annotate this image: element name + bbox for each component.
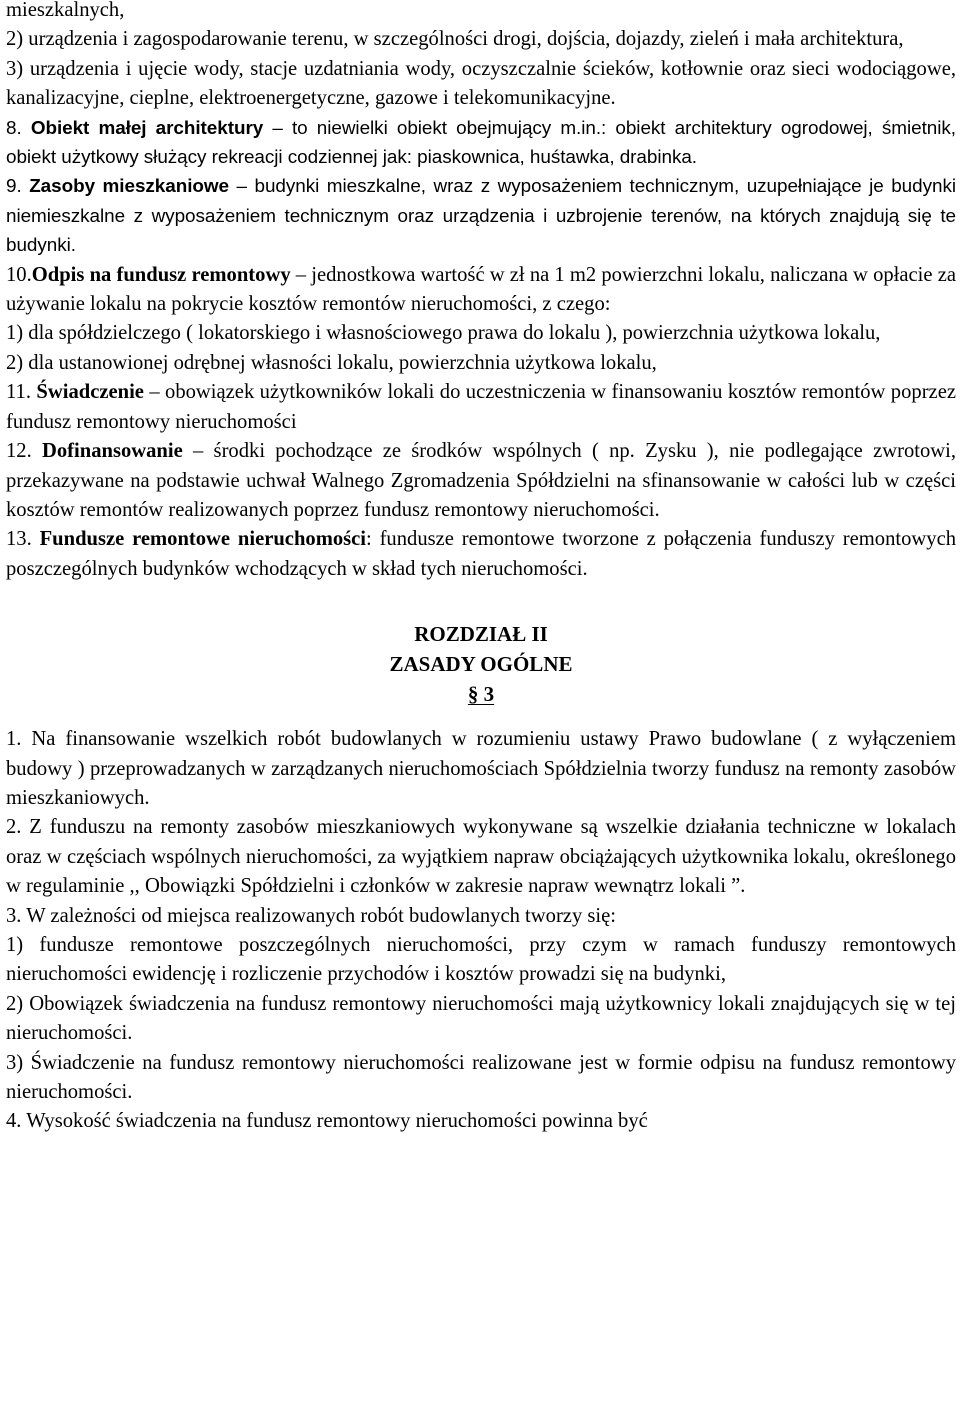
definition-term: Fundusze remontowe nieruchomości [39,528,367,551]
list-item-separate-ownership: 2) dla ustanowionej odrębnej własności lokalu, powierzchnia użytkowa lokalu, [6,351,657,374]
rule-3-item-1: 1) fundusze remontowe poszczególnych nieruchomości, przy czym w ramach funduszy remontowych nieruchomości ewidencję i rozliczenie przychodów i kosztów prowadzi się na budynki, [6,933,956,986]
rule-3-item-2: 2) Obowiązek świadczenia na fundusz remontowy nieruchomości mają użytkownicy lokali znajdujących się w tej nieruchomości. [6,992,956,1045]
definition-text: – to niewielki obiekt obejmujący m.in.: obiekt architektury ogrodowej, śmietnik, obiekt użytkowy służący rekreacji codziennej jak: piaskownica, huśtawka, drabinka. [6,117,956,169]
rule-3-intro: 3. W zależności od miejsca realizowanych robót budowlanych tworzy się: [6,904,616,927]
definition-text: – budynki mieszkalne, wraz z wyposażeniem technicznym, uzupełniające je budynki niemieszkalne z wyposażeniem technicznym oraz urządzenia i uzbrojenie terenów, na których znajdują się te budynki. [6,176,956,257]
definition-12 [6,437,956,525]
definition-term: Dofinansowanie [42,440,183,463]
definition-number: 10. [6,263,32,286]
rule-1-financing: 1. Na finansowanie wszelkich robót budowlanych w rozumieniu ustawy Prawo budowlane ( z wyłączeniem budowy ) przeprowadzanych w zarządzanych nieruchomościach Spółdzielnia tworzy fundusz na remonty zasobów mieszkaniowych. [6,728,956,809]
definition-term: Świadczenie [36,381,144,404]
definition-number: 13. [6,528,40,551]
definition-11 [6,378,956,437]
definition-term: Obiekt małej architektury [30,117,264,139]
definition-9 [6,172,956,260]
definition-number: 11. [6,381,37,404]
definition-term: Zasoby mieszkaniowe [29,176,229,198]
definition-text: – obowiązek użytkowników lokali do uczestniczenia w finansowaniu kosztów remontów poprzez fundusz remontowy nieruchomości [6,381,956,433]
text-line-continuation: mieszkalnych, [6,0,125,21]
rule-2-repairs-scope: 2. Z funduszu na remonty zasobów mieszkaniowych wykonywane są wszelkie działania techniczne w lokalach oraz w częściach wspólnych nieruchomości, za wyjątkiem napraw obciążających użytkownika lokalu, określonego w regulaminie ,, Obowiązki Spółdzielni i członków w zakresie napraw wewnątrz lokali ˮ. [6,816,956,898]
definition-term: Odpis na fundusz remontowy [31,263,291,286]
rule-4-amount: 4. Wysokość świadczenia na fundusz remontowy nieruchomości powinna być [6,1110,648,1133]
rule-3-item-3: 3) Świadczenie na fundusz remontowy nieruchomości realizowane jest w formie odpisu na fundusz remontowy nieruchomości. [6,1051,956,1103]
definition-13 [6,525,956,584]
definition-text: – jednostkowa wartość w zł na 1 m2 powierzchni lokalu, naliczana w opłacie za używanie lokalu na pokrycie kosztów remontów nieruchomości, z czego: [6,263,956,316]
definition-text: – środki pochodzące ze środków wspólnych ( np. Zysku ), nie podlegające zwrotowi, przekazywane na podstawie uchwał Walnego Zgromadzenia Spółdzielni na sfinansowanie w całości lub w części kosztów remontów realizowanych poprzez fundusz remontowy nieruchomości. [6,440,956,521]
definition-10 [6,261,956,320]
list-item-3-water-networks: 3) urządzenia i ujęcie wody, stacje uzdatniania wody, oczyszczalnie ścieków, kotłownie oraz sieci wodociągowe, kanalizacyjne, cieplne, elektroenergetyczne, gazowe i telekomunikacyjne. [6,57,956,110]
list-item-2-facilities: 2) urządzenia i zagospodarowanie terenu, w szczególności drogi, dojścia, dojazdy, zieleń i mała architektura, [6,28,904,51]
definition-text: : fundusze remontowe tworzone z połączenia funduszy remontowych poszczególnych budynków wchodzących w skład tych nieruchomości. [6,528,957,580]
definition-number: 8. [6,117,31,139]
chapter-title: ROZDZIAŁ II [414,622,548,647]
definition-8 [6,114,956,173]
paragraph-number: § 3 [467,682,495,707]
definition-number: 12. [6,440,42,463]
list-item-cooperative-right: 1) dla spółdzielczego ( lokatorskiego i własnościowego prawa do lokalu ), powierzchnia użytkowa lokalu, [6,322,881,345]
chapter-subtitle: ZASADY OGÓLNE [389,652,573,677]
definition-number: 9. [6,176,30,198]
